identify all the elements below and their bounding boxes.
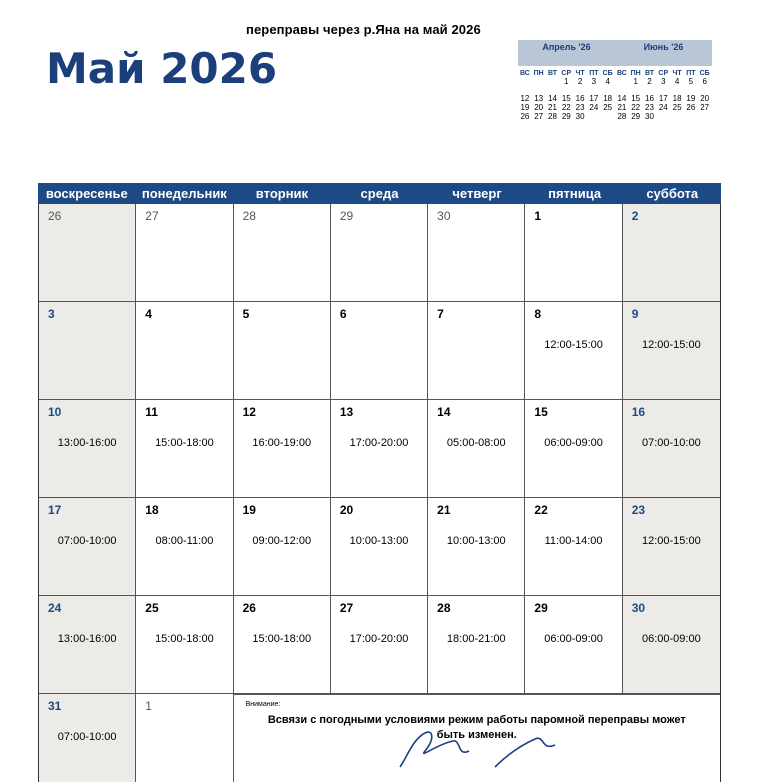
mini-day: 21 [548, 103, 557, 112]
mini-day: 21 [617, 103, 627, 112]
mini-day [518, 77, 532, 86]
mini-day: 25 [672, 103, 682, 112]
page-subtitle: переправы через р.Яна на май 2026 [246, 22, 481, 37]
weekday-header [38, 183, 721, 204]
day-cell [623, 302, 720, 399]
mini-day: 22 [561, 103, 571, 112]
mini-day: 29 [561, 112, 571, 121]
day-cell [331, 498, 428, 595]
mini-dow-label: ВС [519, 70, 530, 77]
weekday-label: понедельник [141, 186, 227, 201]
mini-day: 15 [561, 94, 571, 103]
day-number: 30 [437, 209, 451, 223]
day-number: 24 [48, 601, 62, 615]
day-number: 4 [145, 307, 152, 321]
day-number: 13 [339, 405, 354, 419]
mini-day: 5 [688, 77, 694, 86]
mini-calendars [518, 40, 712, 121]
mini-day [698, 112, 712, 121]
mini-day: 30 [575, 112, 585, 121]
mini-day: 1 [564, 77, 569, 86]
mini-day: 3 [661, 77, 666, 86]
mini-day: 28 [548, 112, 557, 121]
mini-dow-label: СБ [699, 70, 710, 77]
mini-day: 4 [674, 77, 680, 86]
day-number: 16 [631, 405, 646, 419]
mini-day: 29 [631, 112, 641, 121]
mini-week-row [518, 77, 615, 86]
day-number: 21 [437, 503, 451, 517]
calendar-grid [38, 204, 721, 782]
day-number: 23 [631, 503, 646, 517]
day-cell [428, 400, 525, 497]
crossing-time: 15:00-18:00 [155, 437, 214, 449]
mini-day: 2 [647, 77, 652, 86]
mini-dow-row [615, 70, 712, 77]
mini-day: 26 [686, 103, 696, 112]
mini-day: 13 [534, 94, 544, 103]
day-number: 22 [534, 503, 548, 517]
day-cell [39, 400, 136, 497]
day-cell [136, 204, 233, 301]
day-number: 29 [534, 601, 548, 615]
day-number: 28 [242, 209, 256, 223]
mini-week-row [615, 103, 712, 112]
day-cell [136, 302, 233, 399]
crossing-time: 06:00-09:00 [544, 437, 603, 449]
day-cell [623, 204, 720, 301]
crossing-time: 05:00-08:00 [446, 437, 506, 449]
day-cell [234, 596, 331, 693]
crossing-time: 17:00-20:00 [349, 633, 409, 645]
day-cell [623, 596, 720, 693]
mini-day [546, 77, 560, 86]
day-cell [234, 498, 331, 595]
mini-dow-row [518, 70, 615, 77]
crossing-time: 13:00-16:00 [57, 437, 117, 449]
day-number: 26 [242, 601, 256, 615]
day-cell [39, 596, 136, 693]
mini-week-row [615, 94, 712, 103]
mini-day: 14 [617, 94, 627, 103]
mini-day: 28 [617, 112, 627, 121]
mini-day: 12 [520, 94, 530, 103]
mini-day [684, 112, 698, 121]
mini-day: 1 [633, 77, 638, 86]
mini-day: 2 [577, 77, 583, 86]
mini-day: 6 [702, 77, 707, 86]
mini-day: 30 [645, 112, 654, 121]
day-number: 25 [145, 601, 159, 615]
day-number: 26 [48, 209, 62, 223]
day-cell [136, 596, 233, 693]
day-cell [136, 694, 233, 782]
mini-day: 20 [534, 103, 544, 112]
week-row [39, 596, 720, 694]
mini-dow-label: ПН [630, 70, 641, 77]
mini-day [532, 77, 546, 86]
crossing-time: 12:00-15:00 [544, 339, 603, 351]
day-number: 19 [242, 503, 256, 517]
weekday-label: среда [360, 186, 399, 201]
day-number: 15 [534, 405, 548, 419]
day-number: 17 [48, 503, 62, 517]
mini-dow-label: ВС [616, 70, 627, 77]
day-cell [525, 400, 622, 497]
crossing-time: 07:00-10:00 [641, 437, 701, 449]
crossing-time: 10:00-13:00 [349, 535, 409, 547]
mini-week-row [615, 77, 712, 86]
day-cell [525, 498, 622, 595]
day-cell [234, 400, 331, 497]
mini-calendar-june [615, 70, 712, 121]
mini-day: 22 [631, 103, 641, 112]
crossing-time: 15:00-18:00 [155, 633, 214, 645]
mini-day: 18 [603, 94, 613, 103]
mini-week-row [518, 103, 615, 112]
week-row [39, 694, 720, 782]
crossing-time: 17:00-20:00 [349, 437, 409, 449]
mini-day: 17 [658, 94, 668, 103]
mini-day: 16 [575, 94, 585, 103]
mini-day [587, 112, 601, 121]
day-cell [136, 498, 233, 595]
weekday-label: четверг [452, 186, 502, 201]
mini-dow-label: СР [561, 70, 572, 77]
mini-day: 20 [700, 94, 710, 103]
week-row [39, 498, 720, 596]
mini-calendar-header [518, 40, 712, 66]
day-cell [428, 302, 525, 399]
crossing-time: 07:00-10:00 [57, 535, 117, 547]
notice-text: Всвязи с погодными условиями режим работы паромной переправы может быть изменен. [267, 714, 686, 741]
mini-day: 19 [686, 94, 696, 103]
weekday-label: суббота [646, 186, 699, 201]
day-number: 28 [437, 601, 451, 615]
day-cell [39, 204, 136, 301]
mini-week-row [615, 112, 712, 121]
crossing-time: 10:00-13:00 [446, 535, 506, 547]
weekday-label: пятница [548, 186, 602, 201]
mini-day: 14 [548, 94, 557, 103]
signature [395, 727, 565, 768]
day-cell [39, 302, 136, 399]
day-cell [428, 498, 525, 595]
month-calendar [38, 183, 721, 782]
day-cell [525, 596, 622, 693]
day-cell [428, 596, 525, 693]
day-cell [331, 596, 428, 693]
day-cell [331, 204, 428, 301]
day-number: 3 [48, 307, 55, 321]
page-title: Май 2026 [46, 44, 278, 93]
mini-june-title: Июнь '26 [643, 42, 684, 52]
day-cell [331, 302, 428, 399]
day-cell [623, 498, 720, 595]
day-number: 20 [339, 503, 354, 517]
crossing-time: 18:00-21:00 [446, 633, 506, 645]
day-cell [525, 302, 622, 399]
mini-calendar-april [518, 70, 615, 121]
crossing-time: 08:00-11:00 [155, 535, 214, 547]
mini-day: 26 [520, 112, 530, 121]
weekday-label: воскресенье [45, 186, 128, 201]
day-number: 29 [339, 209, 354, 223]
mini-dow-label: ЧТ [575, 70, 585, 77]
day-number: 9 [631, 307, 639, 321]
mini-day: 23 [645, 103, 654, 112]
mini-day [601, 112, 615, 121]
day-number: 27 [339, 601, 354, 615]
day-number: 11 [145, 405, 158, 419]
mini-dow-label: СР [658, 70, 669, 77]
day-cell [331, 400, 428, 497]
mini-dow-label: ЧТ [672, 70, 682, 77]
day-cell [623, 400, 720, 497]
mini-day: 24 [589, 103, 599, 112]
mini-day: 18 [672, 94, 682, 103]
day-number: 14 [437, 405, 451, 419]
week-row [39, 302, 720, 400]
crossing-time: 06:00-09:00 [544, 633, 603, 645]
day-cell [39, 694, 136, 782]
day-cell [525, 204, 622, 301]
day-number: 31 [48, 699, 62, 713]
mini-dow-label: ВТ [644, 70, 655, 77]
crossing-time: 11:00-14:00 [544, 535, 603, 547]
week-row [39, 204, 720, 302]
day-cell [39, 498, 136, 595]
crossing-time: 09:00-12:00 [252, 535, 312, 547]
mini-day: 15 [631, 94, 641, 103]
mini-dow-label: ПН [533, 70, 544, 77]
mini-dow-label: ВТ [547, 70, 558, 77]
crossing-time: 07:00-10:00 [57, 731, 117, 743]
day-number: 10 [48, 405, 62, 419]
day-number: 1 [534, 209, 542, 223]
mini-day: 25 [603, 103, 613, 112]
day-number: 7 [437, 307, 444, 321]
mini-day: 3 [591, 77, 597, 86]
crossing-time: 15:00-18:00 [252, 633, 312, 645]
day-number: 6 [339, 307, 347, 321]
crossing-time: 16:00-19:00 [252, 437, 312, 449]
day-number: 2 [631, 209, 639, 223]
notice-label: Внимание: [245, 701, 281, 708]
day-number: 12 [242, 405, 256, 419]
mini-day [615, 77, 629, 86]
day-number: 30 [631, 601, 646, 615]
mini-week-row [518, 112, 615, 121]
mini-dow-label: СБ [602, 70, 613, 77]
crossing-time: 06:00-09:00 [641, 633, 701, 645]
weekday-label: вторник [255, 186, 309, 201]
day-number: 1 [145, 699, 152, 713]
mini-day: 16 [645, 94, 654, 103]
mini-day: 23 [575, 103, 585, 112]
mini-day: 24 [658, 103, 668, 112]
mini-week-row [518, 94, 615, 103]
day-cell [234, 204, 331, 301]
mini-dow-label: ПТ [686, 70, 696, 77]
mini-day: 19 [520, 103, 530, 112]
day-number: 18 [145, 503, 159, 517]
mini-day: 4 [605, 77, 610, 86]
day-cell [136, 400, 233, 497]
day-number: 27 [145, 209, 159, 223]
mini-dow-label: ПТ [589, 70, 599, 77]
mini-day [670, 112, 684, 121]
crossing-time: 12:00-15:00 [641, 535, 701, 547]
day-cell [428, 204, 525, 301]
mini-day: 27 [700, 103, 710, 112]
day-number: 5 [242, 307, 250, 321]
day-number: 8 [534, 307, 542, 321]
crossing-time: 13:00-16:00 [57, 633, 117, 645]
mini-day [656, 112, 670, 121]
mini-day: 17 [589, 94, 599, 103]
day-cell [234, 302, 331, 399]
crossing-time: 12:00-15:00 [641, 339, 701, 351]
week-row [39, 400, 720, 498]
mini-day: 27 [534, 112, 544, 121]
mini-april-title: Апрель '26 [542, 42, 591, 52]
